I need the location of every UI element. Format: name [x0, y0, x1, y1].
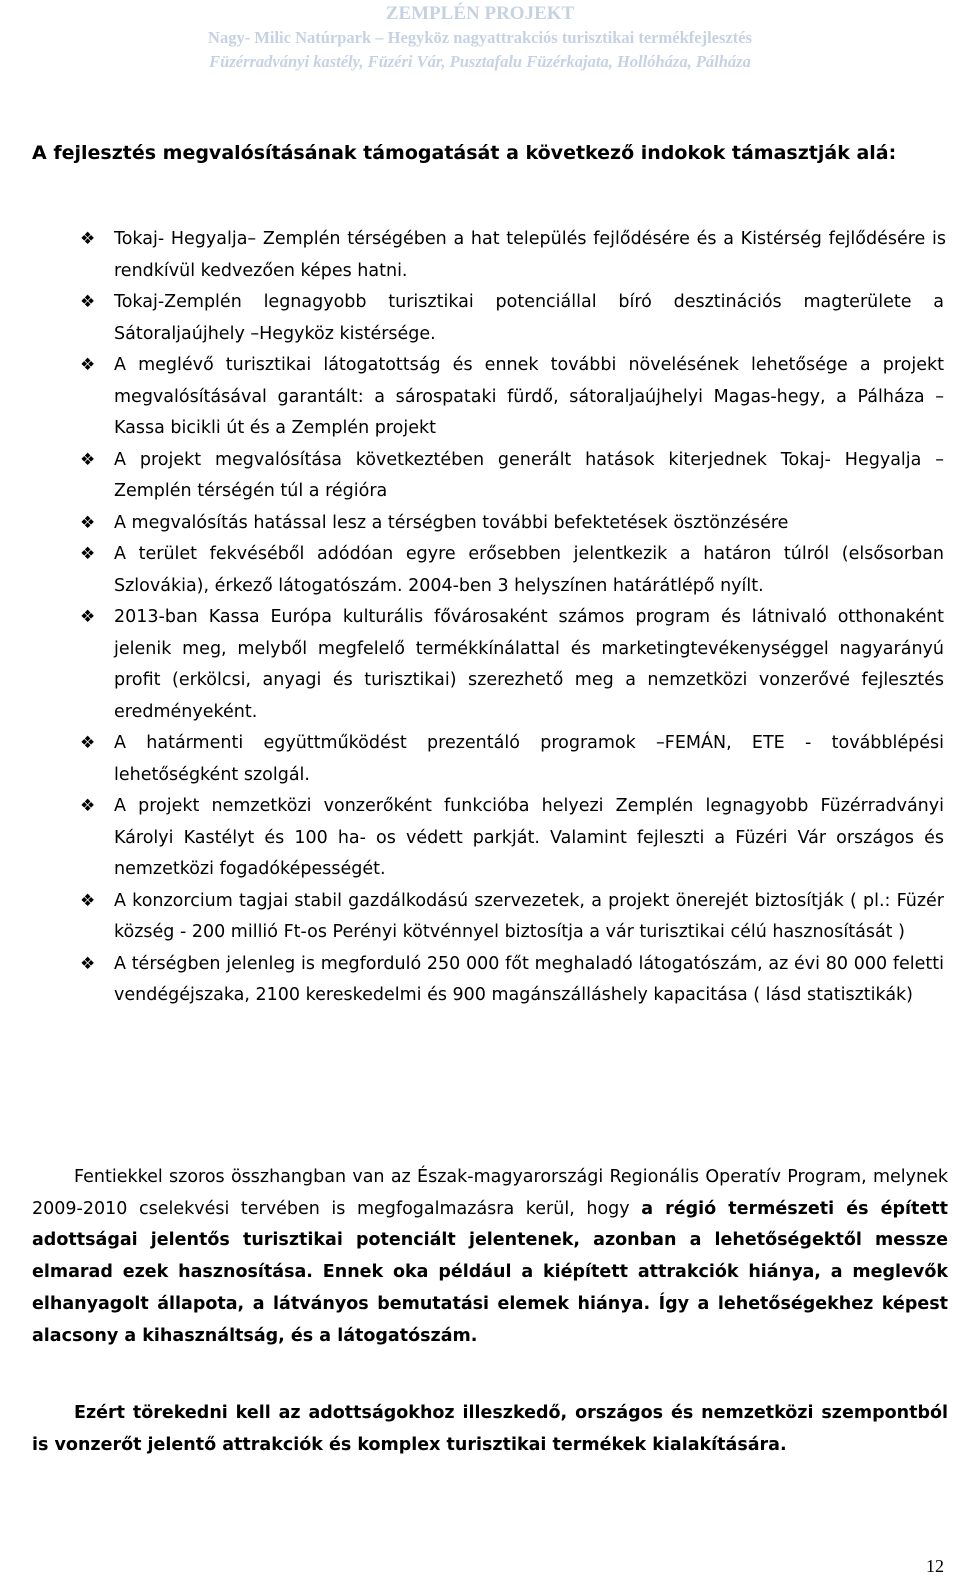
header-locations: Füzérradványi kastély, Füzéri Vár, Pusztafalu Füzérkajata, Hollóháza, Pálháza: [209, 52, 751, 71]
bullet-diamond-icon: ❖: [80, 953, 96, 974]
bullet-diamond-icon: ❖: [80, 449, 96, 470]
summary-paragraph: [32, 1162, 948, 1352]
bullet-diamond-icon: ❖: [80, 229, 96, 249]
summary-paragraph-bold: a régió természeti és épített adottságai jelentős turisztikai potenciált jelentenek, azonban a lehetőségektől messze elmarad ezek hasznosítása. Ennek oka például a kiépített attrakciók hiánya, a meglevők elhanyagolt állapota, a látványos bemutatási elemek hiánya. Így a lehetőségekhez képest alacsony a kihasználtság, és a látogatószám.: [32, 1198, 948, 1346]
page-number: 12: [926, 1556, 944, 1576]
conclusion-paragraph: Ezért törekedni kell az adottságokhoz illeszkedő, országos és nemzetközi szempontból is vonzerőt jelentő attrakciók és komplex turisztikai termékek kialakítására.: [32, 1403, 948, 1455]
list-item: ❖ A térségben jelenleg is megforduló 250 000 főt meghaladó látogatószám, az évi 80 000 feletti vendégéjszaka, 2100 kereskedelmi és 900 magánszálláshely kapacitása ( lásd statisztikák): [0, 949, 960, 1012]
bullet-diamond-icon: ❖: [80, 607, 96, 627]
bullet-diamond-icon: ❖: [80, 733, 96, 753]
list-item: ❖ 2013-ban Kassa Európa kulturális fővárosaként számos program és látnivaló otthonaként jelenik meg, melyből megfelelő termékkínálattal és marketingtevékenységgel nagyarányú profit (erkölcsi, anyagi és turisztikai) szerezhető meg a nemzetközi vonzerővé fejlesztés eredményeként.: [0, 602, 960, 728]
summary-paragraph-normal: Fentiekkel szoros összhangban van az Észak-magyarországi Regionális Operatív Program, melynek 2009-2010 cselekvési tervében is megfogalmazásra kerül, hogy: [32, 1167, 948, 1219]
list-item: ❖ Tokaj-Zemplén legnagyobb turisztikai potenciállal bíró desztinációs magterülete a Sátoraljaújhely –Hegyköz kistérsége.: [0, 287, 960, 350]
list-item: ❖ A meglévő turisztikai látogatottság és ennek további növelésének lehetősége a projekt megvalósításával garantált: a sárospataki fürdő, sátoraljaújhelyi Magas-hegy, a Pálháza –Kassa bicikli út és a Zemplén projekt: [0, 350, 960, 445]
list-item: ❖ A megvalósítás hatással lesz a térségben további befektetések ösztönzésére: [0, 508, 960, 540]
list-item: ❖ A projekt nemzetközi vonzerőként funkcióba helyezi Zemplén legnagyobb Füzérradványi Károlyi Kastélyt és 100 ha- os védett parkját. Valamint fejleszti a Füzéri Vár országos és nemzetközi fogadóképességét.: [0, 791, 960, 886]
bullet-diamond-icon: ❖: [80, 292, 96, 312]
list-item: ❖ A határmenti együttműködést prezentáló programok –FEMÁN, ETE - továbblépési lehetőségként szolgál.: [0, 728, 960, 791]
bullet-diamond-icon: ❖: [80, 544, 96, 564]
list-item: ❖ A konzorcium tagjai stabil gazdálkodású szervezetek, a projekt önerejét biztosítják ( pl.: Füzér község - 200 millió Ft-os Perényi kötvénnyel biztosítja a vár turisztikai célú hasznosítását ): [0, 886, 960, 949]
page-header: [0, 2, 960, 74]
header-subtitle: Nagy- Milic Natúrpark – Hegyköz nagyattrakciós turisztikai termékfejlesztés: [208, 28, 752, 47]
bullet-diamond-icon: ❖: [80, 355, 96, 375]
bullet-diamond-icon: ❖: [80, 512, 96, 533]
reasons-list: [0, 224, 960, 1012]
bullet-diamond-icon: ❖: [80, 890, 96, 911]
list-item: ❖ A terület fekvéséből adódóan egyre erősebben jelentkezik a határon túlról (elsősorban Szlovákia), érkező látogatószám. 2004-ben 3 helyszínen határátlépő nyílt.: [0, 539, 960, 602]
bullet-diamond-icon: ❖: [80, 796, 96, 816]
header-project-title: ZEMPLÉN PROJEKT: [385, 3, 575, 24]
list-item: ❖ A projekt megvalósítása következtében generált hatások kiterjednek Tokaj- Hegyalja –Zemplén térségén túl a régióra: [0, 445, 960, 508]
list-item: ❖ Tokaj- Hegyalja– Zemplén térségében a hat település fejlődésére és a Kistérség fejlődésére is rendkívül kedvezően képes hatni.: [0, 224, 960, 287]
section-heading: A fejlesztés megvalósításának támogatását a következő indokok támasztják alá:: [32, 142, 897, 164]
